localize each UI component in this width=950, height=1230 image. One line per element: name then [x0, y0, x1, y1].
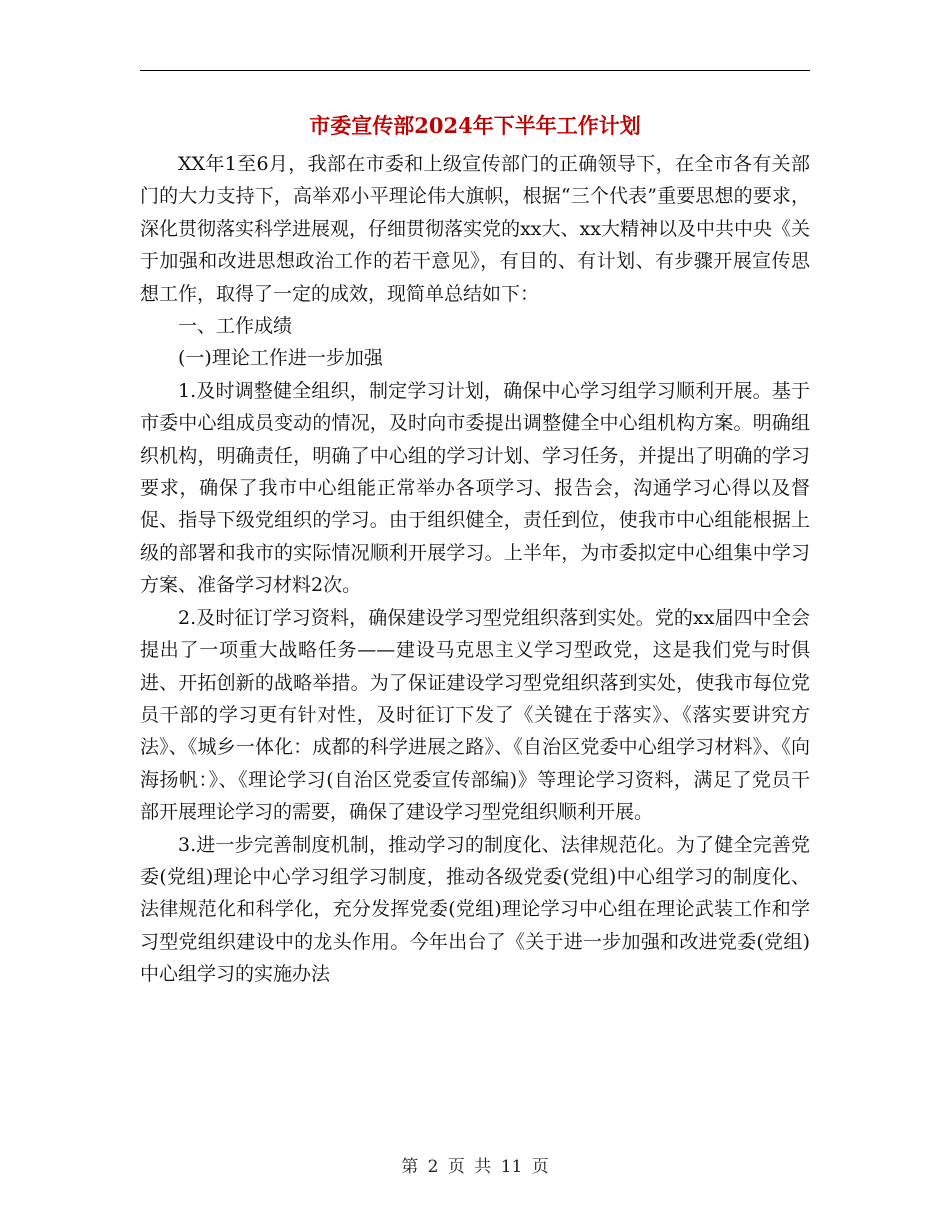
header-rule — [140, 70, 810, 71]
paragraph-item-1: 1.及时调整健全组织，制定学习计划，确保中心学习组学习顺利开展。基于市委中心组成员变动的情况，及时向市委提出调整健全中心组机构方案。明确组织机构，明确责任，明确了中心组的学习计划、学习任务，并提出了明确的学习要求，确保了我市中心组能正常举办各项学习、报告会，沟通学习心得以及督促、指导下级党组织的学习。由于组织健全，责任到位，使我市中心组能根据上级的部署和我市的实际情况顺利开展学习。上半年，为市委拟定中心组集中学习方案、准备学习材料2次。 — [140, 379, 810, 597]
paragraph-intro: XX年1至6月，我部在市委和上级宣传部门的正确领导下，在全市各有关部门的大力支持下，高举邓小平理论伟大旗帜，根据“三个代表”重要思想的要求，深化贯彻落实科学进展观，仔细贯彻落实党的xx大、xx大精神以及中共中央《关于加强和改进思想政治工作的若干意见》，有目的、有计划、有步骤开展宣传思想工作，取得了一定的成效，现简单总结如下： — [140, 153, 810, 305]
document-title: 市委宣传部2024年下半年工作计划 — [309, 113, 641, 138]
document-body — [140, 148, 810, 991]
page-number-footer: 第 2 页 共 11 页 — [401, 1157, 549, 1177]
paragraph-item-3: 3.进一步完善制度机制，推动学习的制度化、法律规范化。为了健全完善党委(党组)理论中心学习组学习制度，推动各级党委(党组)中心组学习的制度化、法律规范化和科学化，充分发挥党委(党组)理论学习中心组在理论武装工作和学习型党组织建设中的龙头作用。今年出台了《关于进一步加强和改进党委(党组)中心组学习的实施办法 — [140, 833, 810, 986]
paragraph-item-2: 2.及时征订学习资料，确保建设学习型党组织落到实处。党的xx届四中全会提出了一项重大战略任务——建设马克思主义学习型政党，这是我们党与时俱进、开拓创新的战略举措。为了保证建设学习型党组织落到实处，使我市每位党员干部的学习更有针对性，及时征订下发了《关键在于落实》、《落实要讲究方法》、《城乡一体化：成都的科学进展之路》、《自治区党委中心组学习材料》、《向海扬帆：》、《理论学习(自治区党委宣传部编)》等理论学习资料，满足了党员干部开展理论学习的需要，确保了建设学习型党组织顺利开展。 — [140, 606, 810, 824]
heading-section-1: 一、工作成绩 — [178, 315, 293, 338]
heading-subsection-1: (一)理论工作进一步加强 — [178, 347, 383, 370]
